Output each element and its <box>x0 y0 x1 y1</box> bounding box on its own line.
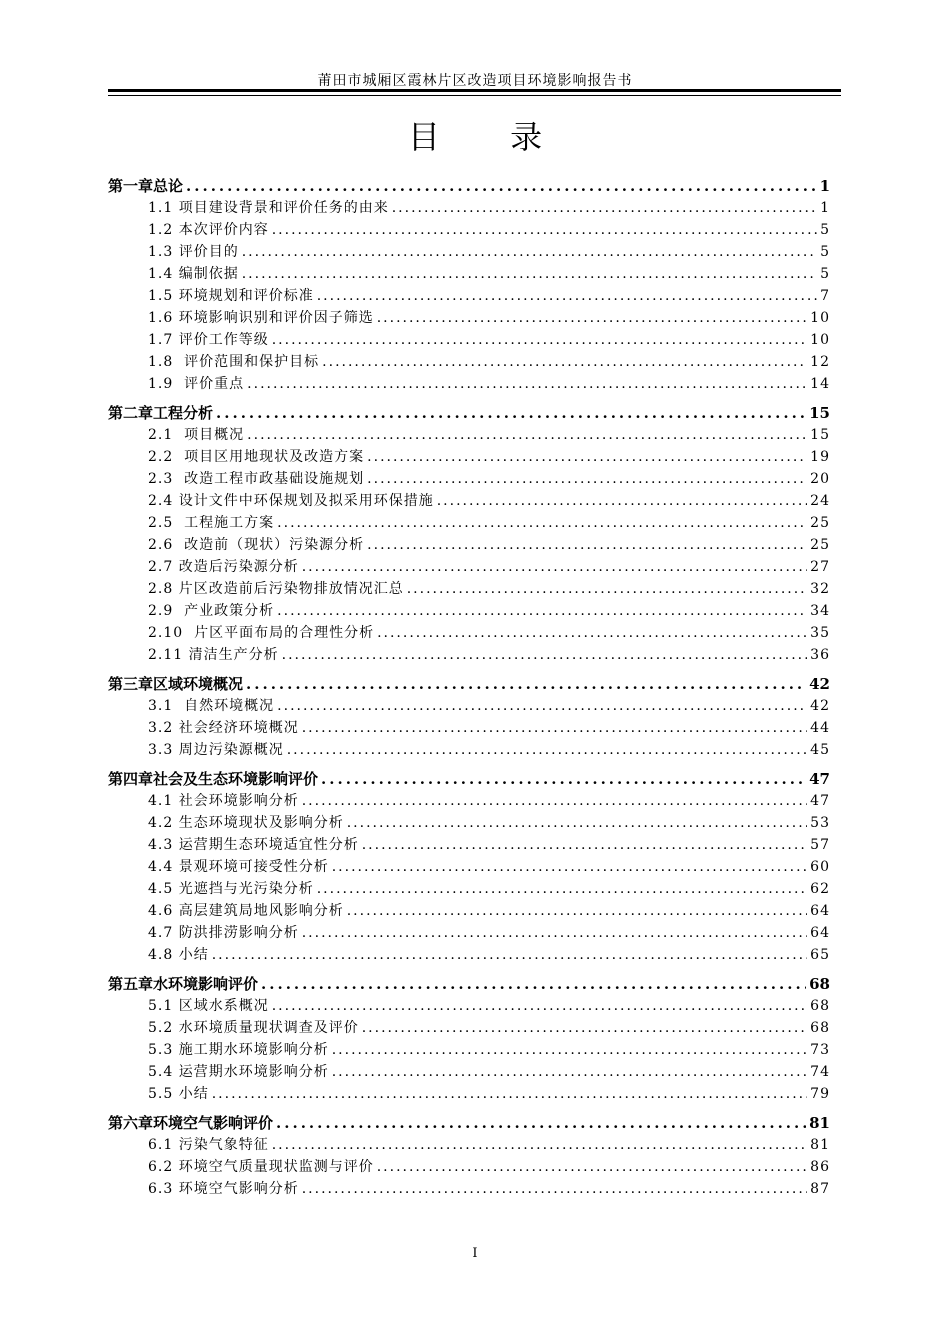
section-title: 4.4 景观环境可接受性分析 <box>148 859 329 875</box>
toc-chapter-entry[interactable] <box>108 168 830 197</box>
toc-section-entry[interactable] <box>108 446 830 468</box>
dot-leader <box>317 878 807 900</box>
section-title: 6.1 污染气象特征 <box>148 1137 269 1153</box>
toc-section-entry[interactable] <box>108 534 830 556</box>
dot-leader <box>247 373 807 395</box>
section-title: 2.2 项目区用地现状及改造方案 <box>148 449 365 465</box>
toc-section-entry[interactable] <box>108 834 830 856</box>
toc-page-number: 68 <box>810 1020 830 1036</box>
toc-chapter-entry[interactable] <box>108 395 830 424</box>
section-title: 1.8 评价范围和保护目标 <box>148 354 320 370</box>
toc-section-entry[interactable] <box>108 644 830 666</box>
toc-page-number: 68 <box>810 998 830 1014</box>
toc-page-number: 64 <box>810 925 830 941</box>
section-title: 3.3 周边污染源概况 <box>148 742 284 758</box>
toc-page-number: 20 <box>810 471 830 487</box>
dot-leader <box>277 512 807 534</box>
toc-page-number: 1 <box>820 200 830 216</box>
section-title: 2.3 改造工程市政基础设施规划 <box>148 471 365 487</box>
chapter-title: 社会及生态环境影响评价 <box>153 770 319 788</box>
toc-section-entry[interactable] <box>108 197 830 219</box>
toc-page-number: 5 <box>820 244 830 260</box>
toc-section-entry[interactable] <box>108 790 830 812</box>
dot-leader <box>302 790 807 812</box>
section-title: 2.11 清洁生产分析 <box>148 647 279 663</box>
dot-leader <box>377 622 807 644</box>
dot-leader <box>272 995 807 1017</box>
section-title: 1.9 评价重点 <box>148 376 245 392</box>
toc-page-number: 7 <box>820 288 830 304</box>
section-title: 4.8 小结 <box>148 947 209 963</box>
dot-leader <box>272 219 817 241</box>
toc-section-entry[interactable] <box>108 717 830 739</box>
toc-page-number: 47 <box>810 793 830 809</box>
page-title: 目 录 <box>407 118 573 156</box>
section-title: 3.2 社会经济环境概况 <box>148 720 299 736</box>
toc-page-number: 32 <box>810 581 830 597</box>
toc-chapter-entry[interactable] <box>108 666 830 695</box>
chapter-number: 第三章 <box>108 675 154 693</box>
toc-page-number: 45 <box>810 742 830 758</box>
toc-section-entry[interactable] <box>108 600 830 622</box>
section-title: 4.5 光遮挡与光污染分析 <box>148 881 314 897</box>
dot-leader <box>302 717 807 739</box>
toc-page-number: 35 <box>810 625 830 641</box>
section-title: 5.2 水环境质量现状调查及评价 <box>148 1020 359 1036</box>
toc-page-number: 1 <box>819 177 830 195</box>
toc-chapter-entry[interactable] <box>108 1105 830 1134</box>
dot-leader <box>332 1061 807 1083</box>
section-title: 6.3 环境空气影响分析 <box>148 1181 299 1197</box>
toc-page-number: 44 <box>810 720 830 736</box>
toc-page-number: 65 <box>810 947 830 963</box>
toc-section-entry[interactable] <box>108 944 830 966</box>
dot-leader <box>302 922 807 944</box>
dot-leader <box>367 468 807 490</box>
toc-page-number: 5 <box>820 266 830 282</box>
section-title: 2.6 改造前（现状）污染源分析 <box>148 537 365 553</box>
toc-section-entry[interactable] <box>108 1017 830 1039</box>
toc-section-entry[interactable] <box>108 241 830 263</box>
chapter-number: 第一章 <box>108 177 154 195</box>
toc-page-number: 24 <box>810 493 830 509</box>
section-title: 2.9 产业政策分析 <box>148 603 275 619</box>
section-title: 1.5 环境规划和评价标准 <box>148 288 314 304</box>
toc-page-number: 64 <box>810 903 830 919</box>
toc-section-entry[interactable] <box>108 468 830 490</box>
toc-section-entry[interactable] <box>108 856 830 878</box>
chapter-number: 第六章 <box>108 1114 154 1132</box>
dot-leader <box>437 490 807 512</box>
section-title: 5.3 施工期水环境影响分析 <box>148 1042 329 1058</box>
chapter-title: 区域环境概况 <box>153 675 244 693</box>
toc-page-number: 47 <box>809 770 830 788</box>
section-title: 2.4 设计文件中环保规划及拟采用环保措施 <box>148 493 434 509</box>
toc-page-number: 15 <box>809 404 830 422</box>
chapter-title: 环境空气影响评价 <box>153 1114 274 1132</box>
toc-section-entry[interactable] <box>108 556 830 578</box>
dot-leader <box>392 197 817 219</box>
chapter-title: 总论 <box>153 177 184 195</box>
header-rule-thick <box>108 89 841 92</box>
toc-page-number: 25 <box>810 515 830 531</box>
toc-page-number: 5 <box>820 222 830 238</box>
dot-leader <box>332 856 807 878</box>
toc-page-number: 79 <box>810 1086 830 1102</box>
dot-leader <box>377 307 807 329</box>
dot-leader <box>282 644 808 666</box>
toc-page-number: 36 <box>810 647 830 663</box>
section-title: 2.8 片区改造前后污染物排放情况汇总 <box>148 581 404 597</box>
toc-section-entry[interactable] <box>108 878 830 900</box>
toc-section-entry[interactable] <box>108 1083 830 1105</box>
toc-page-number: 57 <box>810 837 830 853</box>
page-number: I <box>472 1246 478 1261</box>
toc-section-entry[interactable] <box>108 329 830 351</box>
dot-leader <box>322 351 807 373</box>
toc-page-number: 60 <box>810 859 830 875</box>
section-title: 1.3 评价目的 <box>148 244 239 260</box>
dot-leader <box>332 1039 807 1061</box>
toc-page-number: 25 <box>810 537 830 553</box>
running-header: 莆田市城厢区霞林片区改造项目环境影响报告书 <box>317 73 633 89</box>
section-title: 2.5 工程施工方案 <box>148 515 275 531</box>
section-title: 4.6 高层建筑局地风影响分析 <box>148 903 344 919</box>
chapter-number: 第四章 <box>108 770 154 788</box>
toc-page-number: 87 <box>810 1181 830 1197</box>
toc-section-entry[interactable] <box>108 424 830 446</box>
section-title: 4.7 防洪排涝影响分析 <box>148 925 299 941</box>
section-title: 1.7 评价工作等级 <box>148 332 269 348</box>
section-title: 2.1 项目概况 <box>148 427 245 443</box>
dot-leader <box>302 1178 807 1200</box>
chapter-title: 工程分析 <box>153 404 214 422</box>
toc-section-entry[interactable] <box>108 1039 830 1061</box>
section-title: 5.4 运营期水环境影响分析 <box>148 1064 329 1080</box>
toc-page-number: 12 <box>810 354 830 370</box>
toc-page-number: 15 <box>810 427 830 443</box>
toc-section-entry[interactable] <box>108 622 830 644</box>
toc-section-entry[interactable] <box>108 812 830 834</box>
dot-leader <box>362 834 807 856</box>
section-title: 1.1 项目建设背景和评价任务的由来 <box>148 200 389 216</box>
section-title: 5.5 小结 <box>148 1086 209 1102</box>
toc-section-entry[interactable] <box>108 512 830 534</box>
dot-leader <box>367 446 807 468</box>
section-title: 6.2 环境空气质量现状监测与评价 <box>148 1159 374 1175</box>
toc-page-number: 34 <box>810 603 830 619</box>
toc-section-entry[interactable] <box>108 307 830 329</box>
toc-section-entry[interactable] <box>108 1134 830 1156</box>
section-title: 4.2 生态环境现状及影响分析 <box>148 815 344 831</box>
toc-page-number: 27 <box>810 559 830 575</box>
toc-page-number: 74 <box>810 1064 830 1080</box>
toc-section-entry[interactable] <box>108 900 830 922</box>
dot-leader <box>272 329 807 351</box>
header-rule-thin <box>108 95 841 96</box>
toc-section-entry[interactable] <box>108 578 830 600</box>
toc-section-entry[interactable] <box>108 373 830 395</box>
toc-chapter-entry[interactable] <box>108 761 830 790</box>
dot-leader <box>317 285 817 307</box>
dot-leader <box>287 739 807 761</box>
toc-section-entry[interactable] <box>108 739 830 761</box>
toc-page-number: 81 <box>809 1114 830 1132</box>
dot-leader <box>272 1134 807 1156</box>
chapter-title: 水环境影响评价 <box>153 975 259 993</box>
dot-leader <box>277 600 807 622</box>
toc-page-number: 86 <box>810 1159 830 1175</box>
section-title: 1.2 本次评价内容 <box>148 222 269 238</box>
toc-section-entry[interactable] <box>108 1178 830 1200</box>
toc-page-number: 14 <box>810 376 830 392</box>
section-title: 2.7 改造后污染源分析 <box>148 559 299 575</box>
toc-section-entry[interactable] <box>108 285 830 307</box>
section-title: 3.1 自然环境概况 <box>148 698 275 714</box>
dot-leader <box>362 1017 807 1039</box>
dot-leader <box>407 578 807 600</box>
dot-leader <box>302 556 807 578</box>
dot-leader <box>347 900 807 922</box>
toc-section-entry[interactable] <box>108 995 830 1017</box>
toc-page-number: 42 <box>810 698 830 714</box>
dot-leader <box>367 534 807 556</box>
dot-leader <box>277 695 807 717</box>
dot-leader <box>212 1083 807 1105</box>
toc-page-number: 68 <box>809 975 830 993</box>
dot-leader <box>242 263 817 285</box>
dot-leader <box>242 241 817 263</box>
toc-page-number: 10 <box>810 332 830 348</box>
dot-leader <box>347 812 807 834</box>
toc-section-entry[interactable] <box>108 1061 830 1083</box>
toc-section-entry[interactable] <box>108 351 830 373</box>
toc-page-number: 62 <box>810 881 830 897</box>
section-title: 5.1 区域水系概况 <box>148 998 269 1014</box>
table-of-contents <box>108 168 830 1200</box>
toc-page-number: 42 <box>809 675 830 693</box>
chapter-number: 第二章 <box>108 404 154 422</box>
toc-section-entry[interactable] <box>108 922 830 944</box>
chapter-number: 第五章 <box>108 975 154 993</box>
toc-section-entry[interactable] <box>108 695 830 717</box>
section-title: 2.10 片区平面布局的合理性分析 <box>148 625 375 641</box>
toc-section-entry[interactable] <box>108 219 830 241</box>
toc-chapter-entry[interactable] <box>108 966 830 995</box>
toc-section-entry[interactable] <box>108 490 830 512</box>
section-title: 4.3 运营期生态环境适宜性分析 <box>148 837 359 853</box>
dot-leader <box>247 424 807 446</box>
toc-page-number: 81 <box>810 1137 830 1153</box>
toc-section-entry[interactable] <box>108 263 830 285</box>
section-title: 4.1 社会环境影响分析 <box>148 793 299 809</box>
dot-leader <box>212 944 807 966</box>
section-title: 1.4 编制依据 <box>148 266 239 282</box>
toc-page-number: 53 <box>810 815 830 831</box>
toc-section-entry[interactable] <box>108 1156 830 1178</box>
toc-page-number: 10 <box>810 310 830 326</box>
toc-page-number: 73 <box>810 1042 830 1058</box>
toc-page-number: 19 <box>810 449 830 465</box>
dot-leader <box>377 1156 807 1178</box>
section-title: 1.6 环境影响识别和评价因子筛选 <box>148 310 374 326</box>
